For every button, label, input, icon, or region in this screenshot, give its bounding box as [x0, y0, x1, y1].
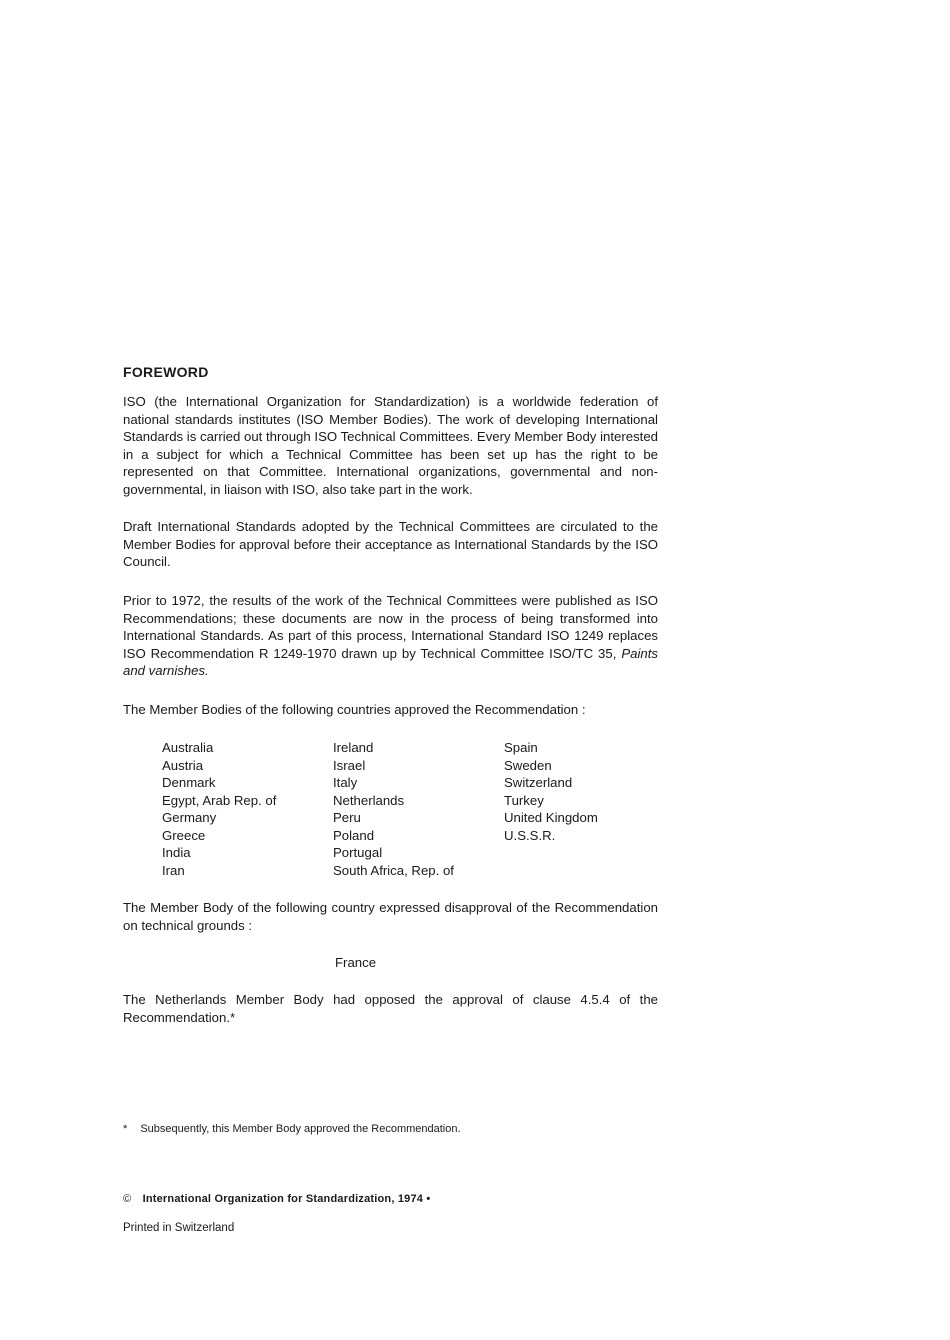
country-name: Germany: [162, 810, 217, 825]
committee-title: Paints and varnishes.: [123, 645, 658, 678]
country-name: Poland: [333, 827, 375, 843]
country-name: U.S.S.R.: [504, 827, 556, 843]
country-name: Sweden: [504, 757, 552, 773]
country-name: Iran: [162, 862, 185, 878]
disapproval-intro: The Member Body of the following country expressed disapproval of the Recommendation on technical grounds :: [123, 900, 658, 933]
approval-intro: The Member Bodies of the following countries approved the Recommendation :: [123, 702, 586, 717]
country-name: South Africa, Rep. of: [333, 862, 454, 878]
foreword-paragraph-3: [123, 592, 658, 680]
opposition-note: The Netherlands Member Body had opposed the approval of clause 4.5.4 of the Recommendation.*: [123, 992, 658, 1025]
copyright-text: International Organization for Standardization, 1974 •: [142, 1193, 431, 1205]
footnote-text: Subsequently, this Member Body approved the Recommendation.: [140, 1123, 461, 1135]
copyright-icon: ©: [123, 1193, 132, 1205]
countries-column-3: [504, 739, 598, 844]
footnote: [123, 1123, 461, 1135]
country-name: Spain: [504, 740, 538, 755]
country-name: Ireland: [333, 740, 374, 755]
footnote-marker: *: [123, 1123, 128, 1135]
foreword-paragraph-2: Draft International Standards adopted by the Technical Committees are circulated to the Member Bodies for approval before their acceptance as International Standards by the ISO Council.: [123, 519, 658, 569]
country-name: Peru: [333, 810, 361, 825]
country-name: Australia: [162, 740, 214, 755]
disapproving-country: France: [335, 955, 377, 970]
foreword-paragraph-3-text: Prior to 1972, the results of the work of the Technical Committees were published as ISO Recommendations; these documents are now in the process of being transformed into International Standards. As part of this process, International Standard ISO 1249 replaces ISO Recommendation R 1249-1970 drawn up by Technical Committee ISO/TC 35,: [123, 593, 658, 661]
country-name: Italy: [333, 775, 358, 790]
countries-column-2: [333, 739, 454, 879]
country-name: Portugal: [333, 845, 383, 860]
country-name: Israel: [333, 757, 366, 773]
printed-location: Printed in Switzerland: [123, 1222, 235, 1234]
foreword-paragraph-1: ISO (the International Organization for Standardization) is a worldwide federation of national standards institutes (ISO Member Bodies). The work of developing International Standards is carried out through ISO Technical Committees. Every Member Body interested in a subject for which a Technical Committee has been set up has the right to be represented on that Committee. International organizations, governmental and non-governmental, in liaison with ISO, also take part in the work.: [123, 394, 658, 497]
country-name: Austria: [162, 757, 204, 773]
country-name: Switzerland: [504, 775, 573, 790]
copyright-line: [123, 1193, 430, 1205]
country-name: Greece: [162, 827, 206, 843]
country-name: United Kingdom: [504, 810, 598, 825]
country-name: Netherlands: [333, 792, 405, 808]
countries-column-1: [162, 739, 276, 879]
country-name: Turkey: [504, 792, 544, 808]
foreword-heading: FOREWORD: [123, 364, 209, 380]
country-name: Egypt, Arab Rep. of: [162, 792, 277, 808]
country-name: India: [162, 845, 191, 860]
country-name: Denmark: [162, 775, 216, 790]
